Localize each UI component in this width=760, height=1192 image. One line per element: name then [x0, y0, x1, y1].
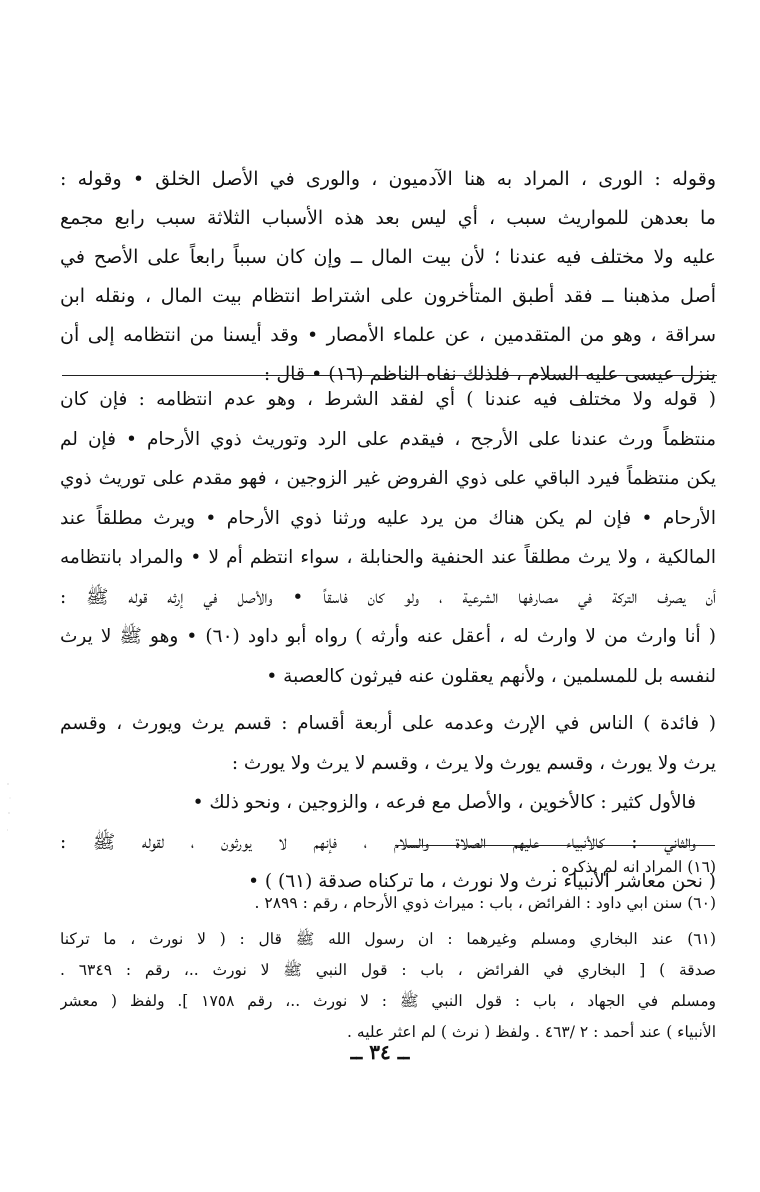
page-number: ــ ٣٤ ــ	[350, 1040, 410, 1064]
footnote-61-line: صدقة ) [ البخاري في الفرائض ، باب : قول النبي ﷺ لا نورث ..، رقم : ٦٣٤٩ .	[60, 961, 716, 979]
footnote-16: (١٦) المراد انه لم يذكره .	[551, 858, 716, 876]
section-divider	[62, 375, 717, 376]
footnote-divider	[395, 845, 715, 846]
benefit-line: ( نحن معاشر الأنبياء نرث ولا نورث ، ما تركناه صدقة (٦١) ) •	[248, 871, 716, 892]
commentary-line: المالكية ، ولا يرث مطلقاً عند الحنفية والحنابلة ، سواء انتظم أم لا • والمراد بانتظامه	[60, 547, 716, 568]
commentary-line: ( أنا وارث من لا وارث له ، أعقل عنه وأرثه ) رواه أبو داود (٦٠) • وهو ﷺ لا يرث	[60, 626, 716, 647]
commentary-line: الأرحام • فإن لم يكن هناك من يرد عليه ورثنا ذوي الأرحام • ويرث مطلقاً عند	[60, 507, 716, 529]
benefit-line: والثاني : كالأنبياء عليهم الصلاة والسلام ، فإنهم لا يورثون ، لقوله ﷺ :	[60, 831, 696, 853]
footnote-60: (٦٠) سنن ابي داود : الفرائض ، باب : ميراث ذوي الأرحام ، رقم : ٢٨٩٩ .	[254, 894, 716, 912]
footnote-61-line: الأنبياء ) عند أحمد : ٢ /٤٦٣ . ولفظ ( نرث ) لم اعثر عليه .	[347, 1023, 716, 1041]
paragraph-gap	[60, 696, 716, 704]
main-text-line: عليه ولا مختلف فيه عندنا ؛ لأن بيت المال ــ وإن كان سبباً رابعاً على الأصح في	[60, 246, 716, 268]
main-text-line: ينزل عيسى عليه السلام ، فلذلك نفاه الناظم (١٦) • قال :	[263, 363, 716, 385]
commentary-block	[60, 380, 716, 902]
main-text-line: ما بعدهن للمواريث سبب ، أي ليس بعد هذه الأسباب الثلاثة سبب رابع مجمع	[60, 207, 716, 229]
main-text-block	[60, 160, 716, 394]
footnote-61-line: ومسلم في الجهاد ، باب : قول النبي ﷺ : لا نورث ..، رقم ١٧٥٨ ]. ولفظ ( معشر	[60, 992, 716, 1010]
commentary-line: يكن منتظماً فيرد الباقي على ذوي الفروض غير الزوجين ، فهو مقدم على توريث ذوي	[60, 468, 716, 489]
main-text-line: وقوله : الورى ، المراد به هنا الآدميون ، والورى في الأصل الخلق • وقوله :	[60, 168, 716, 190]
main-text-line: أصل مذهبنا ــ فقد أطبق المتأخرون على اشتراط انتظام بيت المال ، ونقله ابن	[60, 285, 716, 307]
benefit-line: ( فائدة ) الناس في الإرث وعدمه على أربعة أقسام : قسم يرث ويورث ، وقسم	[60, 713, 716, 734]
commentary-line: منتظماً ورث عندنا على الأرجح ، فيقدم على الرد وتوريث ذوي الأرحام • فإن لم	[60, 428, 716, 450]
commentary-line: أن يصرف التركة في مصارفها الشرعية ، ولو كان فاسقاً • والأصل في إرثه قوله ﷺ :	[60, 586, 716, 608]
commentary-line: لنفسه بل للمسلمين ، ولأنهم يعقلون عنه فيرثون كالعصبة •	[266, 665, 716, 687]
main-text-line: سراقة ، وهو من المتقدمين ، عن علماء الأمصار • وقد أيسنا من انتظامه إلى أن	[60, 324, 716, 346]
benefit-line: فالأول كثير : كالأخوين ، والأصل مع فرعه ، والزوجين ، ونحو ذلك •	[192, 792, 696, 813]
footnote-61-line: (٦١) عند البخاري ومسلم وغيرهما : ان رسول الله ﷺ قال : ( لا نورث ، ما تركنا	[60, 930, 716, 948]
benefit-line: يرث ولا يورث ، وقسم يورث ولا يرث ، وقسم لا يرث ولا يورث :	[231, 752, 716, 774]
footnotes-block	[60, 852, 716, 1048]
scan-speckle	[6, 780, 12, 840]
commentary-line: ( قوله ولا مختلف فيه عندنا ) أي لفقد الشرط ، وهو عدم انتظامه : فإن كان	[60, 389, 716, 410]
